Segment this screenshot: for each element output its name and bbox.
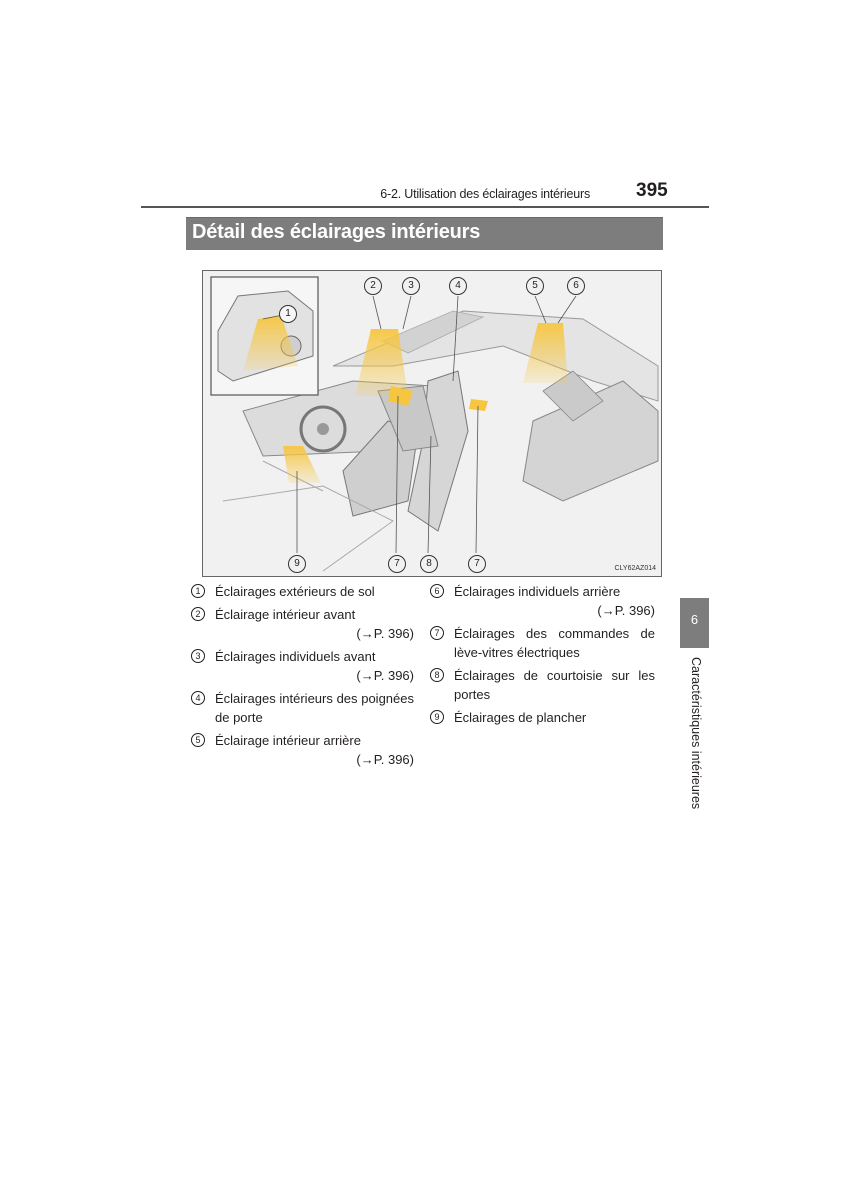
legend-text: Éclairages de courtoisie sur les portes xyxy=(454,668,655,702)
legend-right xyxy=(430,582,655,731)
legend-text: Éclairage intérieur arrière xyxy=(215,733,361,748)
figure-code: CLY62AZ014 xyxy=(614,565,656,572)
legend-item xyxy=(430,666,655,704)
callout-3: 3 xyxy=(402,277,420,295)
callout-1: 1 xyxy=(279,305,297,323)
header-rule xyxy=(141,206,709,208)
chapter-tab: 6 xyxy=(680,598,709,648)
legend-number: 8 xyxy=(430,668,444,682)
section-title: Détail des éclairages intérieurs xyxy=(192,221,481,243)
legend-item xyxy=(430,624,655,662)
legend-text: Éclairages individuels avant xyxy=(215,649,376,664)
legend-number: 1 xyxy=(191,584,205,598)
legend-item xyxy=(430,708,655,727)
legend-left xyxy=(191,582,414,773)
legend-number: 3 xyxy=(191,649,205,663)
legend-number: 4 xyxy=(191,691,205,705)
legend-text: Éclairages de plancher xyxy=(454,710,587,725)
callout-9: 9 xyxy=(288,555,306,573)
callout-5: 5 xyxy=(526,277,544,295)
section-title-bar xyxy=(186,217,663,250)
page-reference-link[interactable]: (→P. 396) xyxy=(356,626,414,641)
chapter-label: Caractéristiques intérieures xyxy=(689,657,703,810)
legend-item xyxy=(191,605,414,643)
callout-4: 4 xyxy=(449,277,467,295)
callout-6: 6 xyxy=(567,277,585,295)
page-number: 395 xyxy=(636,180,668,201)
legend-item xyxy=(191,647,414,685)
legend-number: 5 xyxy=(191,733,205,747)
rear-switch-glow xyxy=(469,399,488,411)
legend-text: Éclairage intérieur avant xyxy=(215,607,356,622)
car-interior-illustration xyxy=(203,271,662,577)
page-reference-link[interactable]: (→P. 396) xyxy=(356,752,414,767)
legend-number: 7 xyxy=(430,626,444,640)
page-reference-link[interactable]: (→P. 396) xyxy=(356,668,414,683)
legend-number: 6 xyxy=(430,584,444,598)
legend-item xyxy=(430,582,655,620)
legend-text: Éclairages intérieurs des poignées de porte xyxy=(215,691,414,725)
callout-7b: 7 xyxy=(468,555,486,573)
legend-number: 2 xyxy=(191,607,205,621)
legend-item xyxy=(191,689,414,727)
callout-8: 8 xyxy=(420,555,438,573)
legend-item xyxy=(191,731,414,769)
legend-number: 9 xyxy=(430,710,444,724)
callout-7: 7 xyxy=(388,555,406,573)
interior-lights-figure xyxy=(202,270,662,577)
legend-text: Éclairages individuels arrière xyxy=(454,584,621,599)
callout-2: 2 xyxy=(364,277,382,295)
legend-item xyxy=(191,582,414,601)
running-header-section: 6-2. Utilisation des éclairages intérieurs xyxy=(380,187,590,201)
legend-text: Éclairages extérieurs de sol xyxy=(215,584,375,599)
legend-text: Éclairages des commandes de lève-vitres électriques xyxy=(454,626,655,660)
page-reference-link[interactable]: (→P. 396) xyxy=(597,603,655,618)
